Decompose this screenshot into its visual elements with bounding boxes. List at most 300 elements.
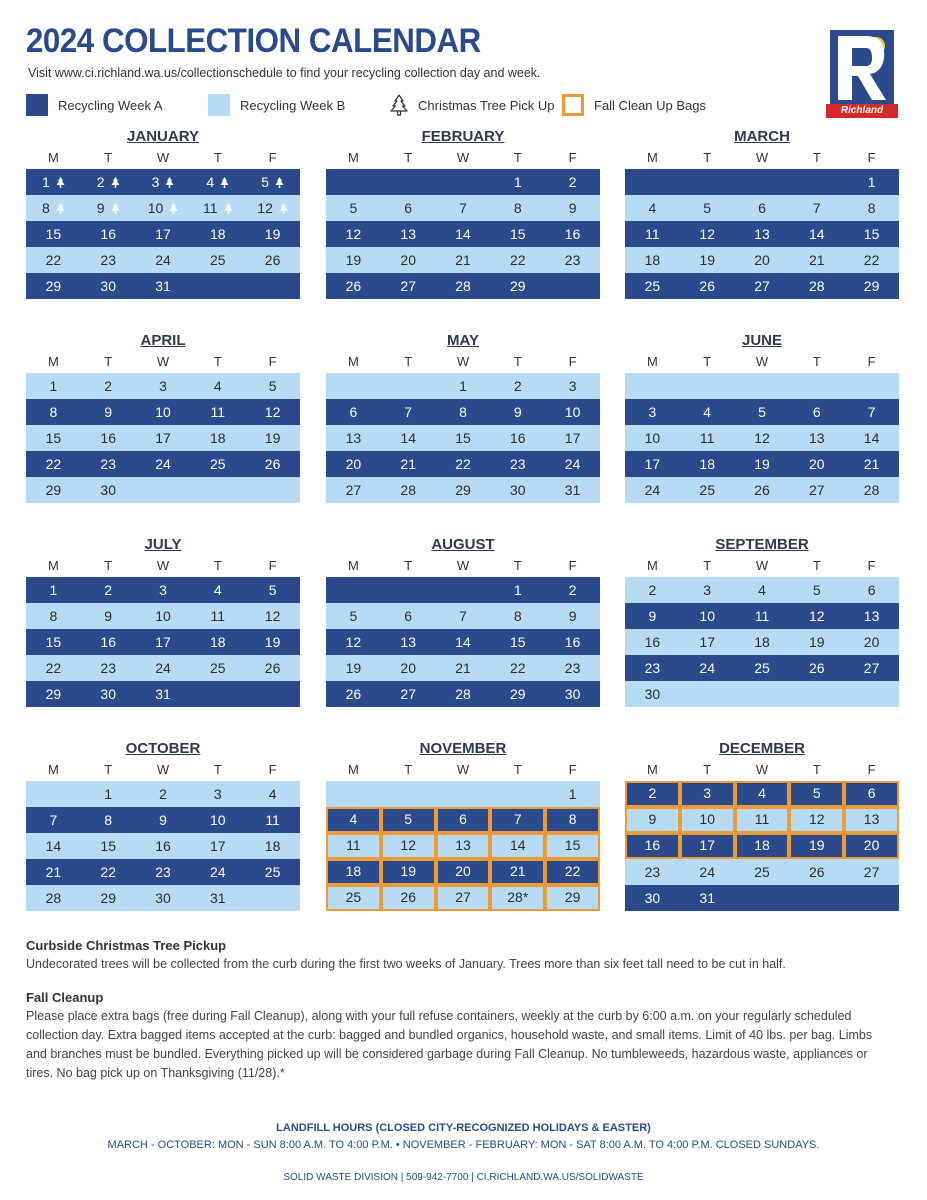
weekday-label: T	[213, 762, 222, 777]
day-number: 31	[699, 890, 715, 906]
day-cell	[136, 425, 191, 451]
day-cell	[680, 195, 735, 221]
day-number: 21	[455, 252, 471, 268]
day-number: 4	[703, 404, 712, 420]
day-cell	[844, 681, 899, 707]
day-cell	[735, 655, 790, 681]
day-number: 24	[564, 456, 581, 472]
day-number: 30	[564, 686, 581, 702]
weekday-label: T	[213, 354, 222, 369]
week-row	[326, 451, 600, 477]
day-cell	[26, 373, 81, 399]
logo-text: Richland	[826, 104, 898, 118]
day-cell	[844, 807, 899, 833]
week-row	[26, 781, 300, 807]
legend-week-a-label: Recycling Week A	[58, 97, 163, 113]
month-november	[326, 739, 600, 911]
day-cell	[545, 807, 600, 833]
day-number: 16	[100, 226, 116, 242]
day-cell	[680, 451, 735, 477]
day-cell	[381, 247, 436, 273]
legend	[26, 94, 726, 116]
day-number: 23	[564, 252, 581, 268]
weekday-label: T	[213, 558, 222, 573]
week-row	[625, 221, 899, 247]
day-number: 18	[210, 430, 226, 446]
day-number: 3	[703, 582, 712, 598]
day-cell	[190, 273, 245, 299]
day-cell	[26, 195, 81, 221]
weekday-header	[26, 351, 300, 373]
week-row	[326, 169, 600, 195]
weekday-label: M	[347, 150, 359, 165]
weekday-label: T	[104, 354, 113, 369]
day-number: 17	[210, 838, 226, 854]
legend-tree	[388, 94, 555, 116]
day-number: 17	[155, 226, 171, 242]
day-number: 21	[400, 456, 416, 472]
day-number: 23	[155, 864, 171, 880]
weekday-label: F	[268, 354, 277, 369]
weekday-label: W	[156, 558, 170, 573]
day-cell	[436, 477, 491, 503]
day-cell	[545, 577, 600, 603]
day-cell	[81, 425, 136, 451]
weekday-label: T	[812, 762, 821, 777]
day-cell	[680, 859, 735, 885]
day-number: 20	[400, 252, 416, 268]
week-row	[625, 655, 899, 681]
month-august	[326, 535, 600, 707]
tree-notes-title: Curbside Christmas Tree Pickup	[26, 938, 227, 953]
weekday-label: W	[755, 354, 769, 369]
weekday-label: T	[703, 558, 712, 573]
day-cell	[789, 425, 844, 451]
day-cell	[436, 833, 491, 859]
day-cell	[789, 603, 844, 629]
day-number: 2	[159, 786, 167, 802]
weekday-label: M	[646, 354, 658, 369]
day-number: 22	[45, 660, 62, 676]
month-february	[326, 127, 600, 299]
legend-fall	[562, 94, 706, 116]
christmas-tree-icon	[105, 200, 120, 216]
day-number: 26	[264, 456, 281, 472]
landfill-hours-text: MARCH - OCTOBER: MON - SUN 8:00 A.M. TO 4:00 P.M. • NOVEMBER - FEBRUARY: MON - SAT 8:00 A.M. TO 4:00 P.M. CLOSED SUNDAYS.	[107, 1139, 820, 1151]
day-number: 8	[42, 200, 50, 216]
weekday-label: F	[268, 762, 277, 777]
fall-notes-title: Fall Cleanup	[26, 990, 104, 1005]
weekday-label: T	[513, 762, 522, 777]
day-number: 24	[644, 482, 661, 498]
day-cell	[81, 807, 136, 833]
day-cell	[245, 859, 300, 885]
day-number: 24	[210, 864, 226, 880]
day-cell	[789, 859, 844, 885]
day-cell	[245, 577, 300, 603]
week-row	[26, 681, 300, 707]
month-name: DECEMBER	[719, 740, 805, 757]
day-number: 1	[104, 786, 113, 802]
day-number: 28	[455, 686, 471, 702]
day-number: 17	[699, 837, 715, 853]
day-cell	[625, 681, 680, 707]
weekday-label: F	[867, 558, 876, 573]
day-cell	[545, 859, 600, 885]
day-cell	[136, 781, 191, 807]
landfill-hours-title: LANDFILL HOURS (CLOSED CITY-RECOGNIZED HOLIDAYS & EASTER)	[276, 1122, 651, 1134]
day-number: 24	[155, 252, 171, 268]
day-cell	[136, 807, 191, 833]
day-cell	[436, 373, 491, 399]
day-number: 3	[213, 786, 222, 802]
day-cell	[190, 195, 245, 221]
day-number: 16	[564, 226, 581, 242]
day-cell	[326, 195, 381, 221]
day-cell	[735, 885, 790, 911]
day-cell	[680, 781, 735, 807]
weekday-label: M	[347, 354, 359, 369]
day-cell	[625, 781, 680, 807]
day-number: 9	[104, 404, 113, 420]
day-number: 12	[809, 811, 825, 827]
weekday-header	[326, 351, 600, 373]
day-number: 23	[644, 864, 661, 880]
week-row	[326, 885, 600, 911]
day-cell	[680, 373, 735, 399]
day-number: 5	[349, 608, 358, 624]
day-cell	[381, 451, 436, 477]
day-number: 8	[513, 608, 522, 624]
day-number: 3	[159, 378, 167, 394]
day-number: 9	[568, 200, 577, 216]
day-number: 7	[812, 200, 821, 216]
legend-fall-label: Fall Clean Up Bags	[594, 97, 706, 113]
day-cell	[245, 781, 300, 807]
day-number: 1	[867, 174, 876, 190]
day-cell	[190, 169, 245, 195]
day-cell	[625, 247, 680, 273]
day-number: 22	[45, 456, 62, 472]
day-number: 19	[345, 252, 362, 268]
day-number: 6	[459, 811, 467, 827]
week-row	[625, 169, 899, 195]
day-cell	[735, 859, 790, 885]
day-cell	[381, 781, 436, 807]
week-row	[625, 885, 899, 911]
day-number: 22	[564, 863, 581, 879]
day-number: 2	[568, 582, 577, 598]
day-number: 25	[210, 456, 226, 472]
weekday-label: T	[812, 354, 821, 369]
day-number: 17	[699, 634, 715, 650]
day-number: 2	[648, 785, 657, 801]
weekday-header	[26, 147, 300, 169]
day-number: 13	[754, 226, 770, 242]
day-cell	[245, 195, 300, 221]
day-cell	[789, 655, 844, 681]
day-cell	[26, 221, 81, 247]
day-cell	[545, 451, 600, 477]
day-cell	[26, 425, 81, 451]
day-number: 26	[699, 278, 715, 294]
day-cell	[326, 373, 381, 399]
day-cell	[190, 399, 245, 425]
day-cell	[789, 399, 844, 425]
weekday-label: T	[104, 150, 113, 165]
day-cell	[680, 273, 735, 299]
day-number: 19	[809, 837, 825, 853]
day-number: 6	[758, 200, 766, 216]
day-cell	[326, 577, 381, 603]
day-cell	[136, 577, 191, 603]
day-cell	[381, 807, 436, 833]
day-number: 16	[100, 634, 116, 650]
day-number: 30	[644, 890, 661, 906]
week-row	[26, 603, 300, 629]
day-number: 22	[100, 864, 116, 880]
week-row	[26, 273, 300, 299]
day-number: 11	[645, 226, 660, 242]
day-cell	[245, 399, 300, 425]
day-number: 4	[758, 785, 766, 801]
day-cell	[81, 833, 136, 859]
day-cell	[245, 807, 300, 833]
day-number: 28*	[507, 889, 529, 905]
day-number: 10	[155, 608, 171, 624]
day-number: 3	[648, 404, 657, 420]
day-cell	[545, 399, 600, 425]
day-number: 17	[155, 634, 171, 650]
day-number: 2	[648, 582, 657, 598]
day-cell	[436, 247, 491, 273]
day-cell	[436, 655, 491, 681]
day-number: 10	[564, 404, 581, 420]
day-cell	[190, 655, 245, 681]
day-cell	[381, 477, 436, 503]
day-number: 12	[400, 837, 416, 853]
day-number: 23	[644, 660, 661, 676]
day-cell	[490, 373, 545, 399]
day-number: 24	[155, 660, 171, 676]
day-number: 13	[863, 811, 880, 827]
day-number: 4	[206, 174, 215, 190]
weekday-label: F	[568, 354, 577, 369]
week-row	[26, 577, 300, 603]
day-cell	[81, 885, 136, 911]
day-number: 13	[345, 430, 362, 446]
day-number: 11	[210, 404, 226, 420]
day-number: 19	[264, 430, 281, 446]
day-cell	[490, 629, 545, 655]
day-cell	[490, 425, 545, 451]
weekday-label: F	[268, 558, 277, 573]
week-row	[625, 629, 899, 655]
day-cell	[81, 477, 136, 503]
week-row	[625, 807, 899, 833]
fall-swatch	[562, 94, 584, 116]
day-number: 27	[809, 482, 825, 498]
weekday-label: T	[513, 558, 522, 573]
day-number: 11	[346, 837, 361, 853]
day-cell	[326, 859, 381, 885]
day-number: 7	[513, 811, 522, 827]
day-number: 25	[264, 864, 281, 880]
month-name: OCTOBER	[125, 740, 201, 757]
day-cell	[245, 425, 300, 451]
day-number: 12	[345, 634, 362, 650]
day-cell	[625, 655, 680, 681]
weekday-label: M	[646, 762, 658, 777]
weekday-label: M	[347, 762, 359, 777]
week-row	[326, 859, 600, 885]
weekday-header	[26, 759, 300, 781]
week-row	[26, 885, 300, 911]
day-cell	[735, 807, 790, 833]
day-cell	[490, 885, 545, 911]
day-number: 27	[863, 864, 880, 880]
day-number: 28	[455, 278, 471, 294]
weekday-label: T	[404, 762, 413, 777]
day-number: 29	[45, 278, 62, 294]
weekday-label: M	[347, 558, 359, 573]
day-number: 21	[809, 252, 825, 268]
day-cell	[381, 885, 436, 911]
weekday-label: M	[47, 762, 59, 777]
day-cell	[844, 603, 899, 629]
day-cell	[789, 221, 844, 247]
day-number: 18	[644, 252, 661, 268]
week-row	[26, 859, 300, 885]
day-cell	[326, 451, 381, 477]
day-cell	[136, 629, 191, 655]
day-number: 13	[455, 837, 471, 853]
day-cell	[381, 399, 436, 425]
day-number: 20	[754, 252, 770, 268]
day-cell	[26, 477, 81, 503]
day-number: 29	[510, 686, 526, 702]
day-cell	[625, 833, 680, 859]
weekday-label: W	[156, 762, 170, 777]
weekday-label: T	[104, 762, 113, 777]
day-cell	[735, 273, 790, 299]
day-cell	[136, 195, 191, 221]
day-cell	[680, 425, 735, 451]
day-cell	[81, 399, 136, 425]
day-cell	[436, 781, 491, 807]
day-cell	[789, 807, 844, 833]
day-cell	[245, 273, 300, 299]
day-cell	[81, 603, 136, 629]
day-number: 15	[863, 226, 880, 242]
day-number: 27	[754, 278, 770, 294]
day-number: 30	[100, 278, 116, 294]
day-number: 9	[648, 608, 657, 624]
day-cell	[190, 451, 245, 477]
day-number: 9	[648, 811, 657, 827]
week-row	[326, 629, 600, 655]
day-cell	[490, 451, 545, 477]
day-number: 14	[510, 837, 526, 853]
day-cell	[26, 399, 81, 425]
day-number: 5	[758, 404, 766, 420]
day-cell	[81, 273, 136, 299]
day-number: 22	[455, 456, 471, 472]
month-june	[625, 331, 899, 503]
day-number: 3	[159, 582, 167, 598]
day-number: 27	[400, 278, 416, 294]
day-cell	[490, 577, 545, 603]
day-number: 2	[568, 174, 577, 190]
day-cell	[326, 781, 381, 807]
day-number: 14	[455, 634, 471, 650]
weekday-header	[625, 147, 899, 169]
christmas-tree-icon	[273, 200, 288, 216]
day-cell	[490, 477, 545, 503]
week-row	[326, 221, 600, 247]
day-cell	[844, 169, 899, 195]
day-cell	[381, 833, 436, 859]
day-cell	[245, 221, 300, 247]
day-cell	[245, 247, 300, 273]
day-number: 28	[400, 482, 416, 498]
weekday-label: T	[404, 354, 413, 369]
weekday-header	[326, 759, 600, 781]
day-cell	[436, 195, 491, 221]
weekday-label: W	[755, 762, 769, 777]
day-number: 16	[510, 430, 526, 446]
month-january	[26, 127, 300, 299]
weekday-label: T	[703, 150, 712, 165]
christmas-tree-icon	[218, 200, 233, 216]
day-number: 14	[45, 838, 62, 854]
weekday-label: W	[456, 354, 470, 369]
day-number: 9	[568, 608, 577, 624]
week-row	[625, 451, 899, 477]
day-number: 29	[510, 278, 526, 294]
day-number: 22	[510, 660, 526, 676]
weekday-label: W	[456, 150, 470, 165]
day-cell	[545, 195, 600, 221]
day-cell	[136, 477, 191, 503]
day-number: 31	[155, 686, 171, 702]
day-number: 24	[699, 864, 715, 880]
day-cell	[245, 477, 300, 503]
day-cell	[680, 399, 735, 425]
page-title: 2024 COLLECTION CALENDAR	[26, 22, 481, 60]
day-cell	[680, 577, 735, 603]
day-cell	[490, 603, 545, 629]
day-cell	[490, 247, 545, 273]
day-number: 26	[264, 660, 281, 676]
day-number: 13	[863, 608, 880, 624]
week-row	[26, 655, 300, 681]
day-cell	[136, 399, 191, 425]
day-cell	[26, 603, 81, 629]
day-cell	[26, 169, 81, 195]
day-cell	[545, 273, 600, 299]
day-number: 5	[812, 582, 821, 598]
day-number: 18	[754, 634, 770, 650]
week-row	[326, 781, 600, 807]
subtitle: Visit www.ci.richland.wa.us/collectionschedule to find your recycling collection day and week.	[28, 66, 541, 80]
day-number: 18	[210, 226, 226, 242]
day-cell	[844, 577, 899, 603]
day-cell	[844, 195, 899, 221]
week-row	[326, 681, 600, 707]
week-row	[625, 577, 899, 603]
day-cell	[381, 655, 436, 681]
